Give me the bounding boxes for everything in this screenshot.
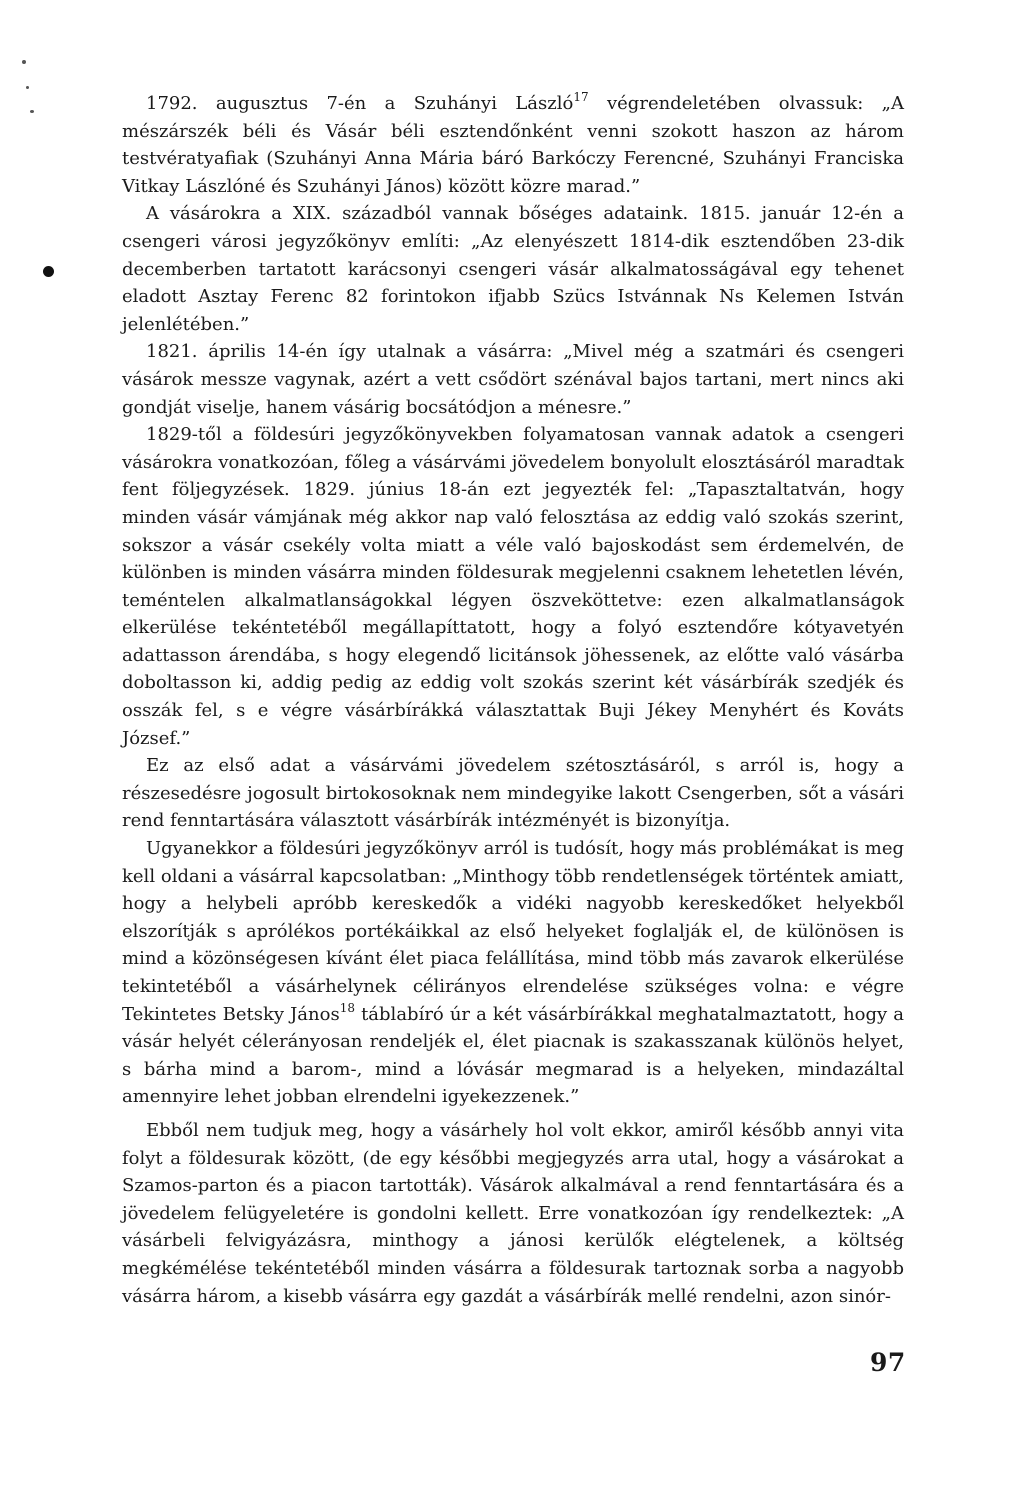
page-number: 97 bbox=[870, 1348, 906, 1377]
paragraph-1 bbox=[122, 90, 904, 200]
print-speck bbox=[22, 60, 26, 64]
paragraph-2 bbox=[122, 200, 904, 338]
footnote-ref-17: 17 bbox=[573, 90, 589, 104]
paragraph-2-text: A vásárokra a XIX. századból vannak bőséges adataink. 1815. január 12-én a csengeri városi jegyzőkönyv említi: „Az elenyészett 1814-dik esztendőben 23-dik decemberben tartatott karácsonyi csengeri vásár alkalmatosságával egy tehenet eladott Asztay Ferenc 82 forintokon ifjabb Szücs Istvánnak Ns Kelemen István jelenlétében.” bbox=[122, 203, 904, 335]
paragraph-3 bbox=[122, 338, 904, 421]
paragraph-5 bbox=[122, 752, 904, 835]
paragraph-4-text: 1829-től a földesúri jegyzőkönyvekben folyamatosan vannak adatok a csengeri vásárokra vonatkozóan, főleg a vásárvámi jövedelem bonyolult elosztásáról maradtak fent följegyzések. 1829. június 18-án ezt jegyezték fel: „Tapasztaltatván, hogy minden vásár vámjának még akkor nap való felosztása az eddig való szokás szerint, sokszor a vásár csekély volta miatt a véle való bajoskodást sem érdemelvén, de különben is minden vásárra minden földesurak megjelenni csaknem lehetetlen lévén, teméntelen alkalmatlanságokkal légyen öszveköttetve: ezen alkalmatlanságok elkerülése tekéntetéből megállapíttatott, hogy a folyó esztendőre kótyavetyén adattasson árendába, s hogy elegendő licitánsok jöhessenek, az előtte való vásárba doboltasson ki, addig pedig az eddig volt szokás szerint két vásárbírák szedjék és osszák fel, s e végre vásárbírákká választattak Buji Jékey Menyhért és Kováts József.” bbox=[122, 424, 904, 749]
paragraph-1-lead: 1792. augusztus 7-én a Szuhányi László bbox=[146, 93, 574, 114]
paragraph-7-text: Ebből nem tudjuk meg, hogy a vásárhely hol volt ekkor, amiről később annyi vita folyt a földesurak között, (de egy későbbi megjegyzés arra utal, hogy a vásárokat a Szamos-parton és a piacon tartották). Vásárok alkalmával a rend fenntartására és a jövedelem felügyeletére is gondolni kellett. Erre vonatkozóan így rendelkeztek: „A vásárbeli felvigyázásra, minthogy a jánosi kerülők elégtelenek, a költség megkémélése tekéntetéből minden vásárra a földesurak tartoznak sorba a nagyobb vásárra három, a kisebb vásárra egy gazdát a vásárbírák mellé rendelni, azon sinór- bbox=[122, 1119, 904, 1307]
paragraph-7 bbox=[122, 1117, 904, 1310]
paragraph-3-text: 1821. április 14-én így utalnak a vásárra: „Mivel még a szatmári és csengeri vásárok messze vagynak, azért a vett csődört szénával bajos tartani, mert nincs aki gondját viselje, hanem vásárig bocsátódjon a ménesre.” bbox=[122, 341, 904, 418]
paragraph-5-text: Ez az első adat a vásárvámi jövedelem szétosztásáról, s arról is, hogy a részesedésre jogosult birtokosoknak nem mindegyike lakott Csengerben, sőt a vásári rend fenntartására választott vásárbírák intézményét is bizonyítja. bbox=[122, 755, 904, 832]
paragraph-4 bbox=[122, 421, 904, 752]
margin-dot bbox=[43, 266, 54, 277]
footnote-ref-18: 18 bbox=[339, 1000, 355, 1015]
paragraph-6-lead: Ugyanekkor a földesúri jegyzőkönyv arról is tudósít, hogy más problémákat is meg kell oldani a vásárral kapcsolatban: „Minthogy több rendetlenségek történtek amiatt, hogy a helybeli apróbb kereskedők a vidéki nagyobb kereskedőket helyekből elszorítják s aprólékos portékáikkal az első helyeket foglalják el, de különösen is mind a közönségesen kívánt élet piaca felállítása, mind több más zavarok elkerülése tekintetéből a vásárhelynek célirányos elrendelése szükséges volna: e végre Tekintetes Betsky János bbox=[122, 838, 904, 1025]
paragraph-6 bbox=[122, 835, 904, 1111]
body-text bbox=[122, 90, 904, 1310]
print-speck bbox=[30, 110, 34, 113]
print-speck bbox=[26, 86, 29, 89]
paragraph-1-rest: végrendeletében olvassuk: „A mészárszék béli és Vásár béli esztendőnként venni szokott haszon az három testvératyafiak (Szuhányi Anna Mária báró Barkóczy Ferencné, Szuhányi Franciska Vitkay Lászlóné és Szuhányi János) között közre marad.” bbox=[122, 93, 905, 197]
paragraph-6-rest: táblabíró úr a két vásárbírákkal meghatalmaztatott, hogy a vásár helyét célerányosan rendeljék el, élet piacnak is szakasszanak különös helyet, s bárha mind a barom-, mind a lóvásár megmarad is a helyeken, mindazáltal amennyire lehet jobban elrendelni igyekezzenek.” bbox=[122, 1003, 905, 1108]
